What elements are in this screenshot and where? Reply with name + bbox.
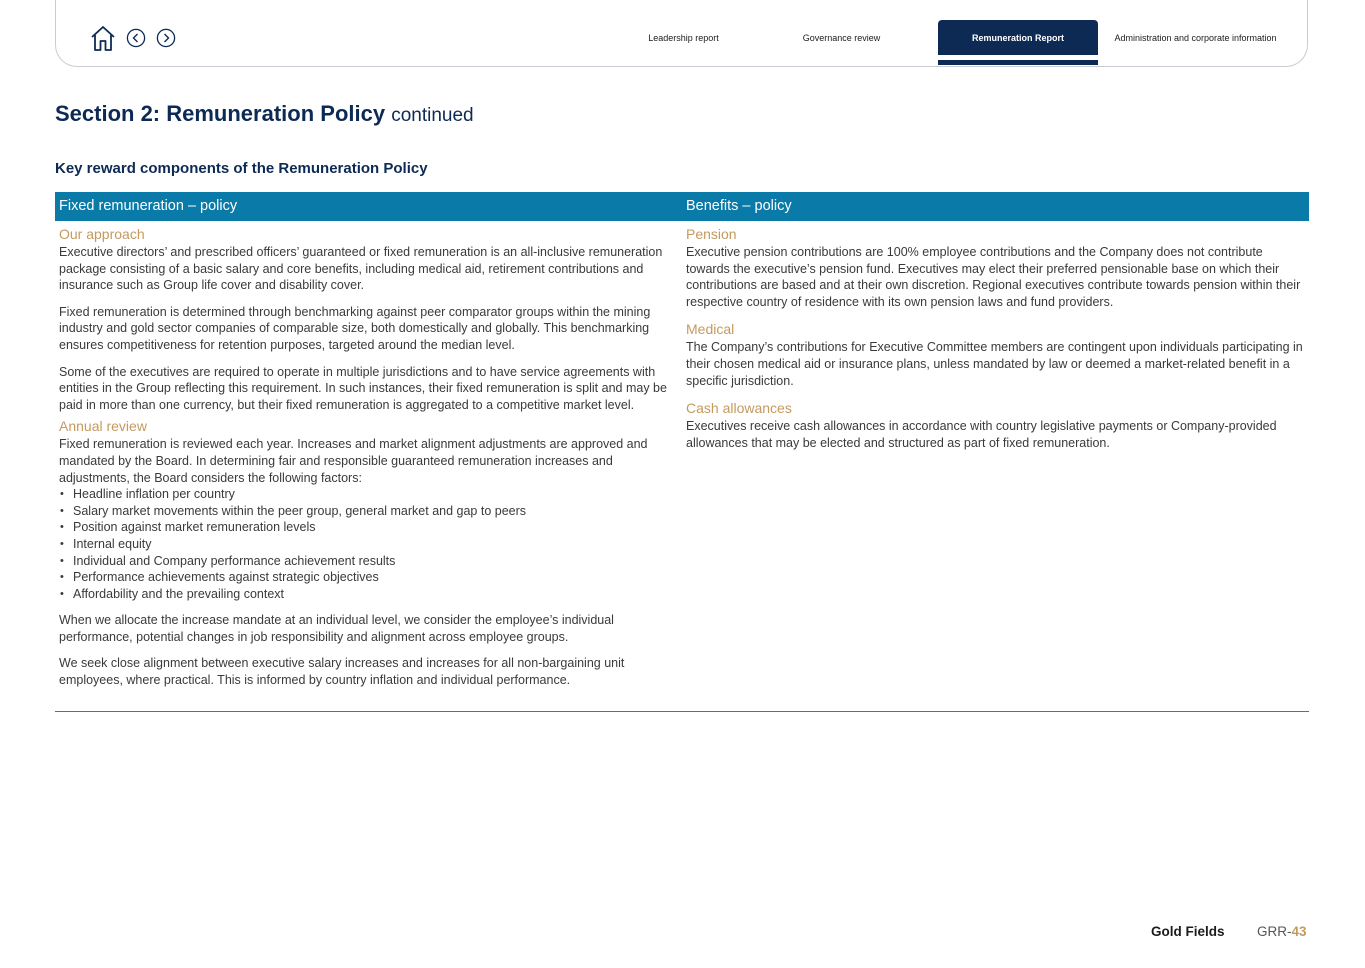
list-item: • Salary market movements within the peer group, general market and gap to peers bbox=[59, 503, 677, 520]
list-item: • Position against market remuneration levels bbox=[59, 519, 677, 536]
page-number-value: 43 bbox=[1291, 924, 1307, 939]
footer-brand: Gold Fields bbox=[1151, 924, 1225, 939]
page-prefix: GRR- bbox=[1257, 924, 1292, 939]
tab-administration[interactable]: Administration and corporate information bbox=[1114, 32, 1277, 43]
factors-list bbox=[59, 486, 677, 602]
approach-paragraph-1: Executive directors’ and prescribed officers’ guaranteed or fixed remuneration is an all-inclusive remuneration package consisting of a basic salary and core benefits, including medical aid, retirement contributions and insurance such as Group life cover and disability cover. bbox=[59, 245, 663, 293]
tab-remuneration-report[interactable]: Remuneration Report bbox=[938, 20, 1098, 55]
medical-heading: Medical bbox=[686, 321, 735, 338]
nav-icon-group bbox=[90, 22, 176, 54]
cash-allowances-paragraph: Executives receive cash allowances in accordance with country legislative payments or Company-provided allowances that may be elected and structured as part of fixed remuneration. bbox=[686, 419, 1277, 450]
list-item: • Headline inflation per country bbox=[59, 486, 677, 503]
top-navigation bbox=[55, 0, 1308, 67]
review-paragraph-3: We seek close alignment between executive salary increases and increases for all non-bargaining unit employees, where practical. This is informed by country inflation and individual performance. bbox=[59, 656, 625, 688]
chevron-right-icon[interactable] bbox=[156, 28, 176, 48]
column-header-fixed-remuneration: Fixed remuneration – policy bbox=[59, 198, 238, 214]
list-item: • Affordability and the prevailing context bbox=[59, 586, 677, 603]
list-item: • Individual and Company performance achievement results bbox=[59, 553, 677, 570]
fixed-remuneration-column bbox=[59, 225, 677, 689]
page-title bbox=[55, 101, 474, 127]
table-header-row bbox=[55, 192, 1309, 221]
page-number bbox=[1257, 924, 1307, 939]
chevron-left-icon[interactable] bbox=[126, 28, 146, 48]
tab-governance-review[interactable]: Governance review bbox=[802, 32, 881, 43]
approach-paragraph-2: Fixed remuneration is determined through benchmarking against peer comparator groups within the mining industry and gold sector companies of comparable size, both domestically and globally. This benchmarking ensures competitiveness for retention purposes, targeted around the median level. bbox=[59, 304, 651, 352]
cash-allowances-heading: Cash allowances bbox=[686, 400, 792, 417]
our-approach-heading: Our approach bbox=[59, 226, 145, 242]
approach-paragraph-3: Some of the executives are required to operate in multiple jurisdictions and to have service agreements with entities in the Group reflecting this requirement. In such instances, their fixed remuneration is split and may be paid in more than one currency, but their fixed remuneration is aggregated to a competitive market level. bbox=[59, 364, 667, 412]
review-paragraph-1: Fixed remuneration is reviewed each year. Increases and market alignment adjustments are approved and mandated by the Board. In determining fair and responsible guaranteed remuneration increases and adjustments, the Board considers the following factors: bbox=[59, 437, 648, 485]
list-item: • Performance achievements against strategic objectives bbox=[59, 569, 677, 586]
benefits-column bbox=[686, 225, 1308, 451]
table-bottom-divider bbox=[55, 711, 1309, 712]
medical-paragraph: The Company’s contributions for Executive Committee members are contingent upon individuals participating in their chosen medical aid or insurance plans, unless mandated by law or deemed a market-related benefit in a specific jurisdiction. bbox=[686, 340, 1303, 388]
column-header-benefits: Benefits – policy bbox=[686, 198, 792, 214]
page-title-continued: continued bbox=[391, 105, 474, 126]
review-paragraph-2: When we allocate the increase mandate at an individual level, we consider the employee’s individual performance, potential changes in job responsibility and alignment across employee groups. bbox=[59, 613, 614, 644]
tab-leadership-report[interactable]: Leadership report bbox=[648, 32, 719, 43]
pension-heading: Pension bbox=[686, 226, 737, 242]
home-icon[interactable] bbox=[90, 24, 116, 52]
page-title-text: Section 2: Remuneration Policy bbox=[55, 101, 386, 126]
active-tab-indicator bbox=[938, 60, 1098, 65]
list-item: • Internal equity bbox=[59, 536, 677, 553]
section-subtitle: Key reward components of the Remuneration Policy bbox=[55, 160, 428, 177]
annual-review-heading: Annual review bbox=[59, 418, 147, 435]
pension-paragraph: Executive pension contributions are 100% employee contributions and the Company does not contribute towards the executive’s pension fund. Executives may elect their preferred pensionable base on which their contributions are based and at their own discretion. Regional executives contribute towards pension within their respective country of residence with its own pension laws and fund providers. bbox=[686, 245, 1301, 309]
